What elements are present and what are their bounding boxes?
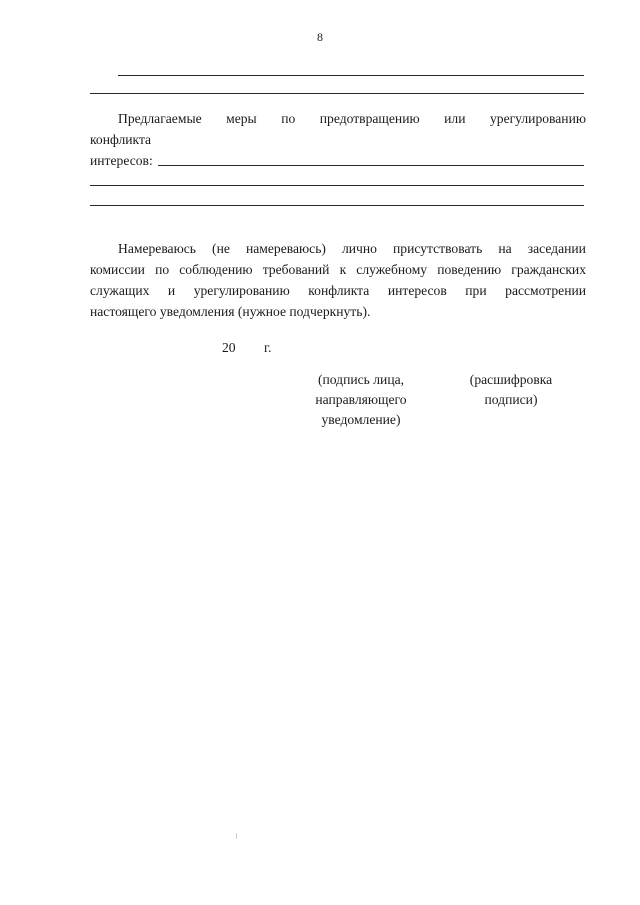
page-number: 8 — [317, 30, 323, 44]
attendance-word: (не — [212, 241, 230, 256]
attendance-paragraph — [90, 238, 586, 322]
attendance-word: рассмотрении — [505, 283, 587, 298]
measures-word: по — [281, 111, 296, 126]
attendance-line-4: настоящего уведомления (нужное подчеркнуть). — [90, 304, 371, 319]
attendance-word: служащих — [90, 283, 150, 298]
measures-fill-line — [158, 165, 584, 166]
attendance-line-1 — [90, 238, 586, 259]
date-year-prefix: 20 — [222, 340, 236, 355]
blank-line — [90, 93, 584, 94]
decoding-caption-line: (расшифровка — [469, 372, 553, 387]
measures-word: меры — [226, 111, 257, 126]
attendance-word: интересов — [387, 283, 447, 298]
measures-word: урегулированию — [489, 111, 587, 126]
attendance-word: заседании — [527, 241, 586, 256]
measures-word: или — [444, 111, 466, 126]
attendance-word: при — [465, 283, 487, 298]
attendance-word: урегулированию — [193, 283, 290, 298]
signature-caption-line: (подпись лица, — [317, 372, 405, 387]
signature-caption-line: направляющего — [315, 392, 407, 407]
attendance-word: намереваюсь) — [245, 241, 326, 256]
attendance-word: Намереваюсь — [118, 241, 196, 256]
signature-caption-line: уведомление) — [321, 412, 401, 427]
measures-line-1 — [90, 108, 586, 129]
signature-caption — [296, 370, 426, 430]
decoding-caption-line: подписи) — [484, 392, 538, 407]
measures-word: Предлагаемые — [118, 111, 202, 126]
measures-word: предотвращению — [319, 111, 420, 126]
attendance-word: конфликта — [308, 283, 370, 298]
scan-artifact — [236, 833, 237, 839]
attendance-word: на — [498, 241, 512, 256]
blank-line — [118, 75, 584, 76]
attendance-line-3 — [90, 280, 586, 301]
date-year-suffix: г. — [264, 340, 272, 355]
attendance-word: лично — [341, 241, 377, 256]
blank-line — [90, 205, 584, 206]
measures-paragraph — [90, 108, 586, 171]
attendance-word: и — [167, 283, 176, 298]
attendance-word: присутствовать — [393, 241, 483, 256]
blank-line — [90, 185, 584, 186]
measures-line-2: конфликта — [90, 132, 152, 147]
measures-line-3: интересов: — [90, 153, 153, 168]
decoding-caption — [452, 370, 570, 410]
attendance-line-2: комиссии по соблюдению требований к служебному поведению гражданских — [90, 262, 586, 277]
